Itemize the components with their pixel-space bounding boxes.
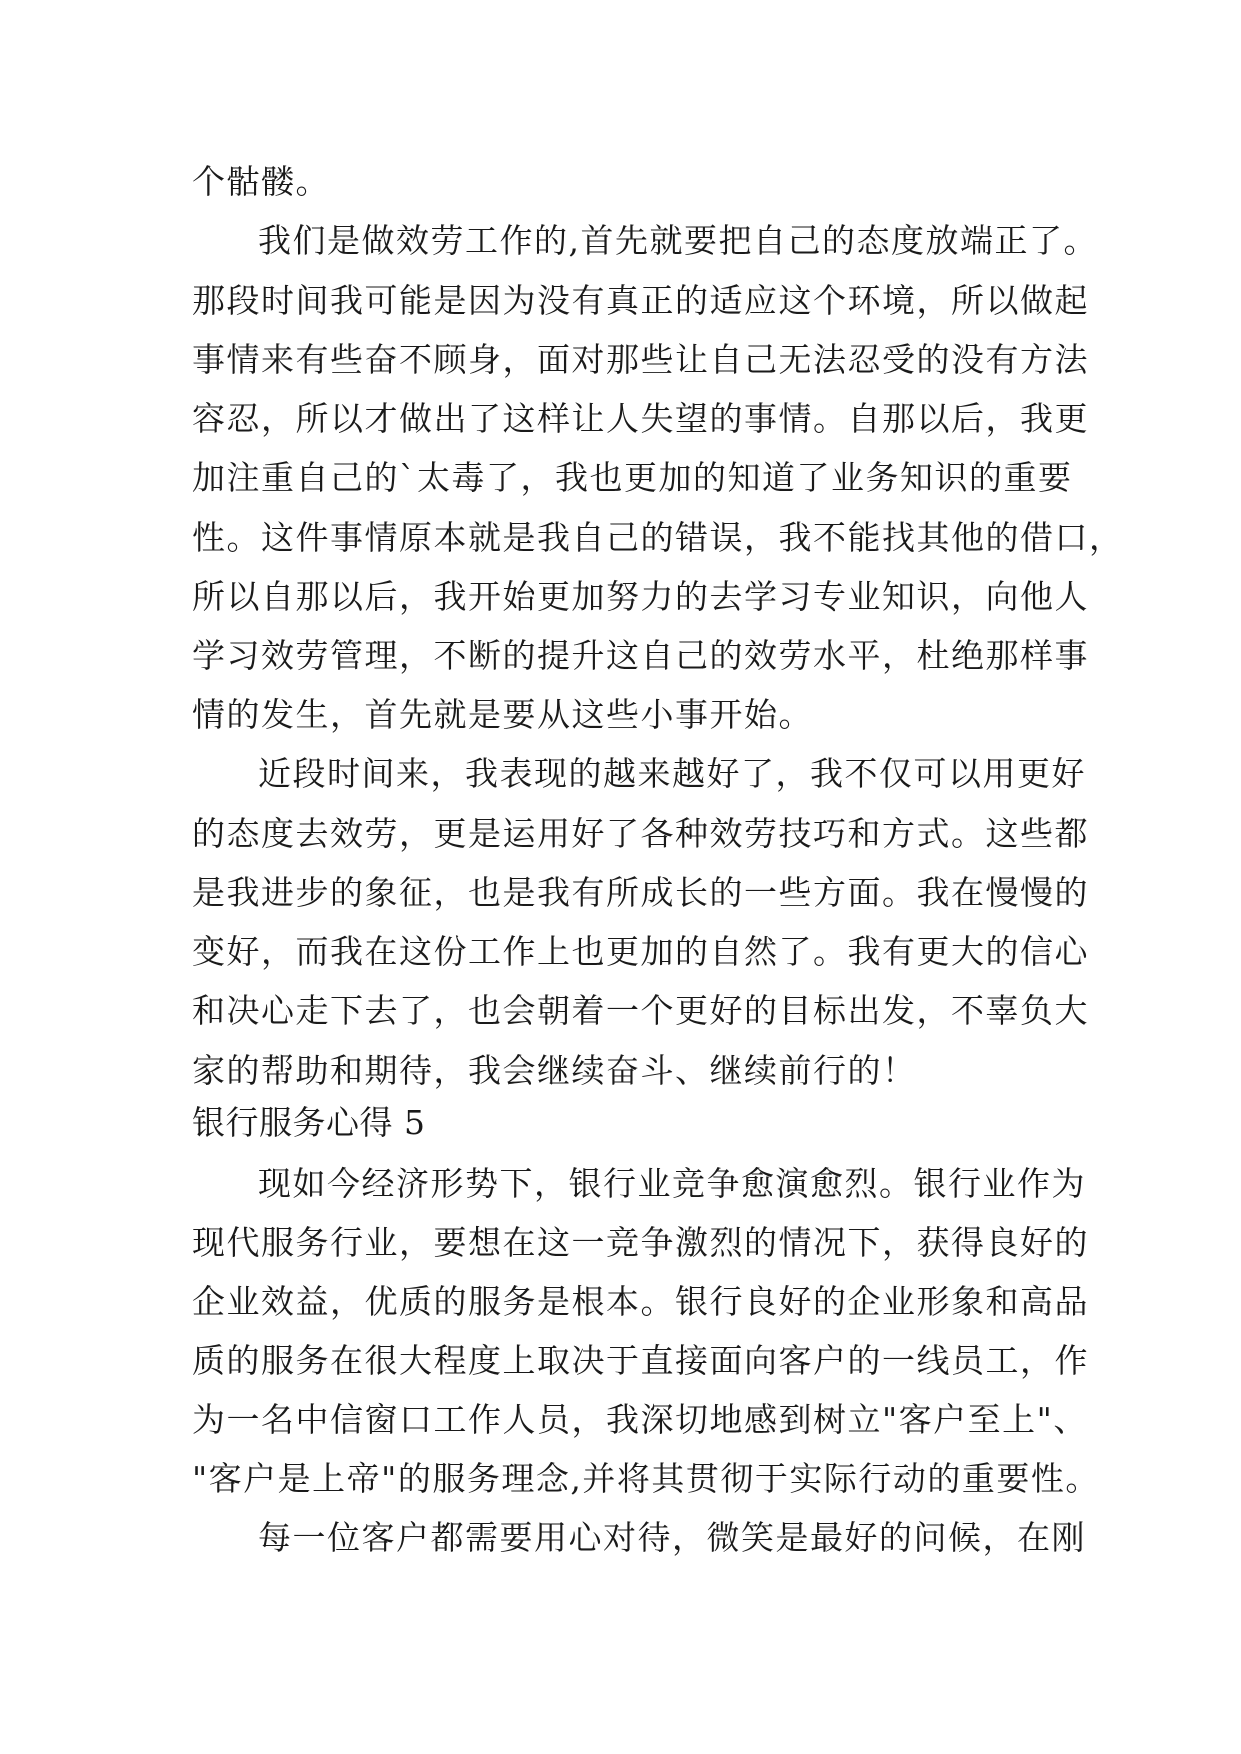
text-line: 加注重自己的`太毒了，我也更加的知道了业务知识的重要 bbox=[192, 458, 1073, 497]
text-line: 现代服务行业，要想在这一竞争激烈的情况下，获得良好的 bbox=[192, 1223, 1089, 1262]
text-line: 容忍，所以才做出了这样让人失望的事情。自那以后，我更 bbox=[192, 399, 1089, 438]
text-line: 是我进步的象征，也是我有所成长的一些方面。我在慢慢的 bbox=[192, 873, 1089, 912]
section-heading: 银行服务心得 5 bbox=[192, 1103, 426, 1142]
text-line: 所以自那以后，我开始更加努力的去学习专业知识，向他人 bbox=[192, 577, 1089, 616]
text-line: 那段时间我可能是因为没有真正的适应这个环境，所以做起 bbox=[192, 281, 1089, 320]
text-line: 情的发生，首先就是要从这些小事开始。 bbox=[192, 695, 813, 734]
paragraph-first-line: 我们是做效劳工作的,首先就要把自己的态度放端正了。 bbox=[258, 221, 1098, 260]
text-line: 的态度去效劳，更是运用好了各种效劳技巧和方式。这些都 bbox=[192, 814, 1089, 853]
text-line: 学习效劳管理，不断的提升这自己的效劳水平，杜绝那样事 bbox=[192, 636, 1089, 675]
text-line: 变好，而我在这份工作上也更加的自然了。我有更大的信心 bbox=[192, 932, 1089, 971]
text-line: 企业效益，优质的服务是根本。银行良好的企业形象和高品 bbox=[192, 1282, 1089, 1321]
text-line: "客户是上帝"的服务理念,并将其贯彻于实际行动的重要性。 bbox=[192, 1459, 1100, 1498]
text-line: 为一名中信窗口工作人员，我深切地感到树立"客户至上"、 bbox=[192, 1400, 1088, 1439]
paragraph-first-line: 近段时间来，我表现的越来越好了，我不仅可以用更好 bbox=[258, 754, 1086, 793]
paragraph-first-line: 现如今经济形势下，银行业竞争愈演愈烈。银行业作为 bbox=[258, 1164, 1086, 1203]
text-line: 质的服务在很大程度上取决于直接面向客户的一线员工，作 bbox=[192, 1341, 1089, 1380]
text-line: 个骷髅。 bbox=[192, 162, 330, 201]
text-line: 和决心走下去了，也会朝着一个更好的目标出发，不辜负大 bbox=[192, 991, 1089, 1030]
paragraph-first-line: 每一位客户都需要用心对待，微笑是最好的问候，在刚 bbox=[258, 1518, 1086, 1557]
text-line: 性。这件事情原本就是我自己的错误，我不能找其他的借口， bbox=[192, 518, 1124, 557]
text-line: 家的帮助和期待，我会继续奋斗、继续前行的！ bbox=[192, 1051, 917, 1090]
text-line: 事情来有些奋不顾身，面对那些让自己无法忍受的没有方法 bbox=[192, 340, 1089, 379]
